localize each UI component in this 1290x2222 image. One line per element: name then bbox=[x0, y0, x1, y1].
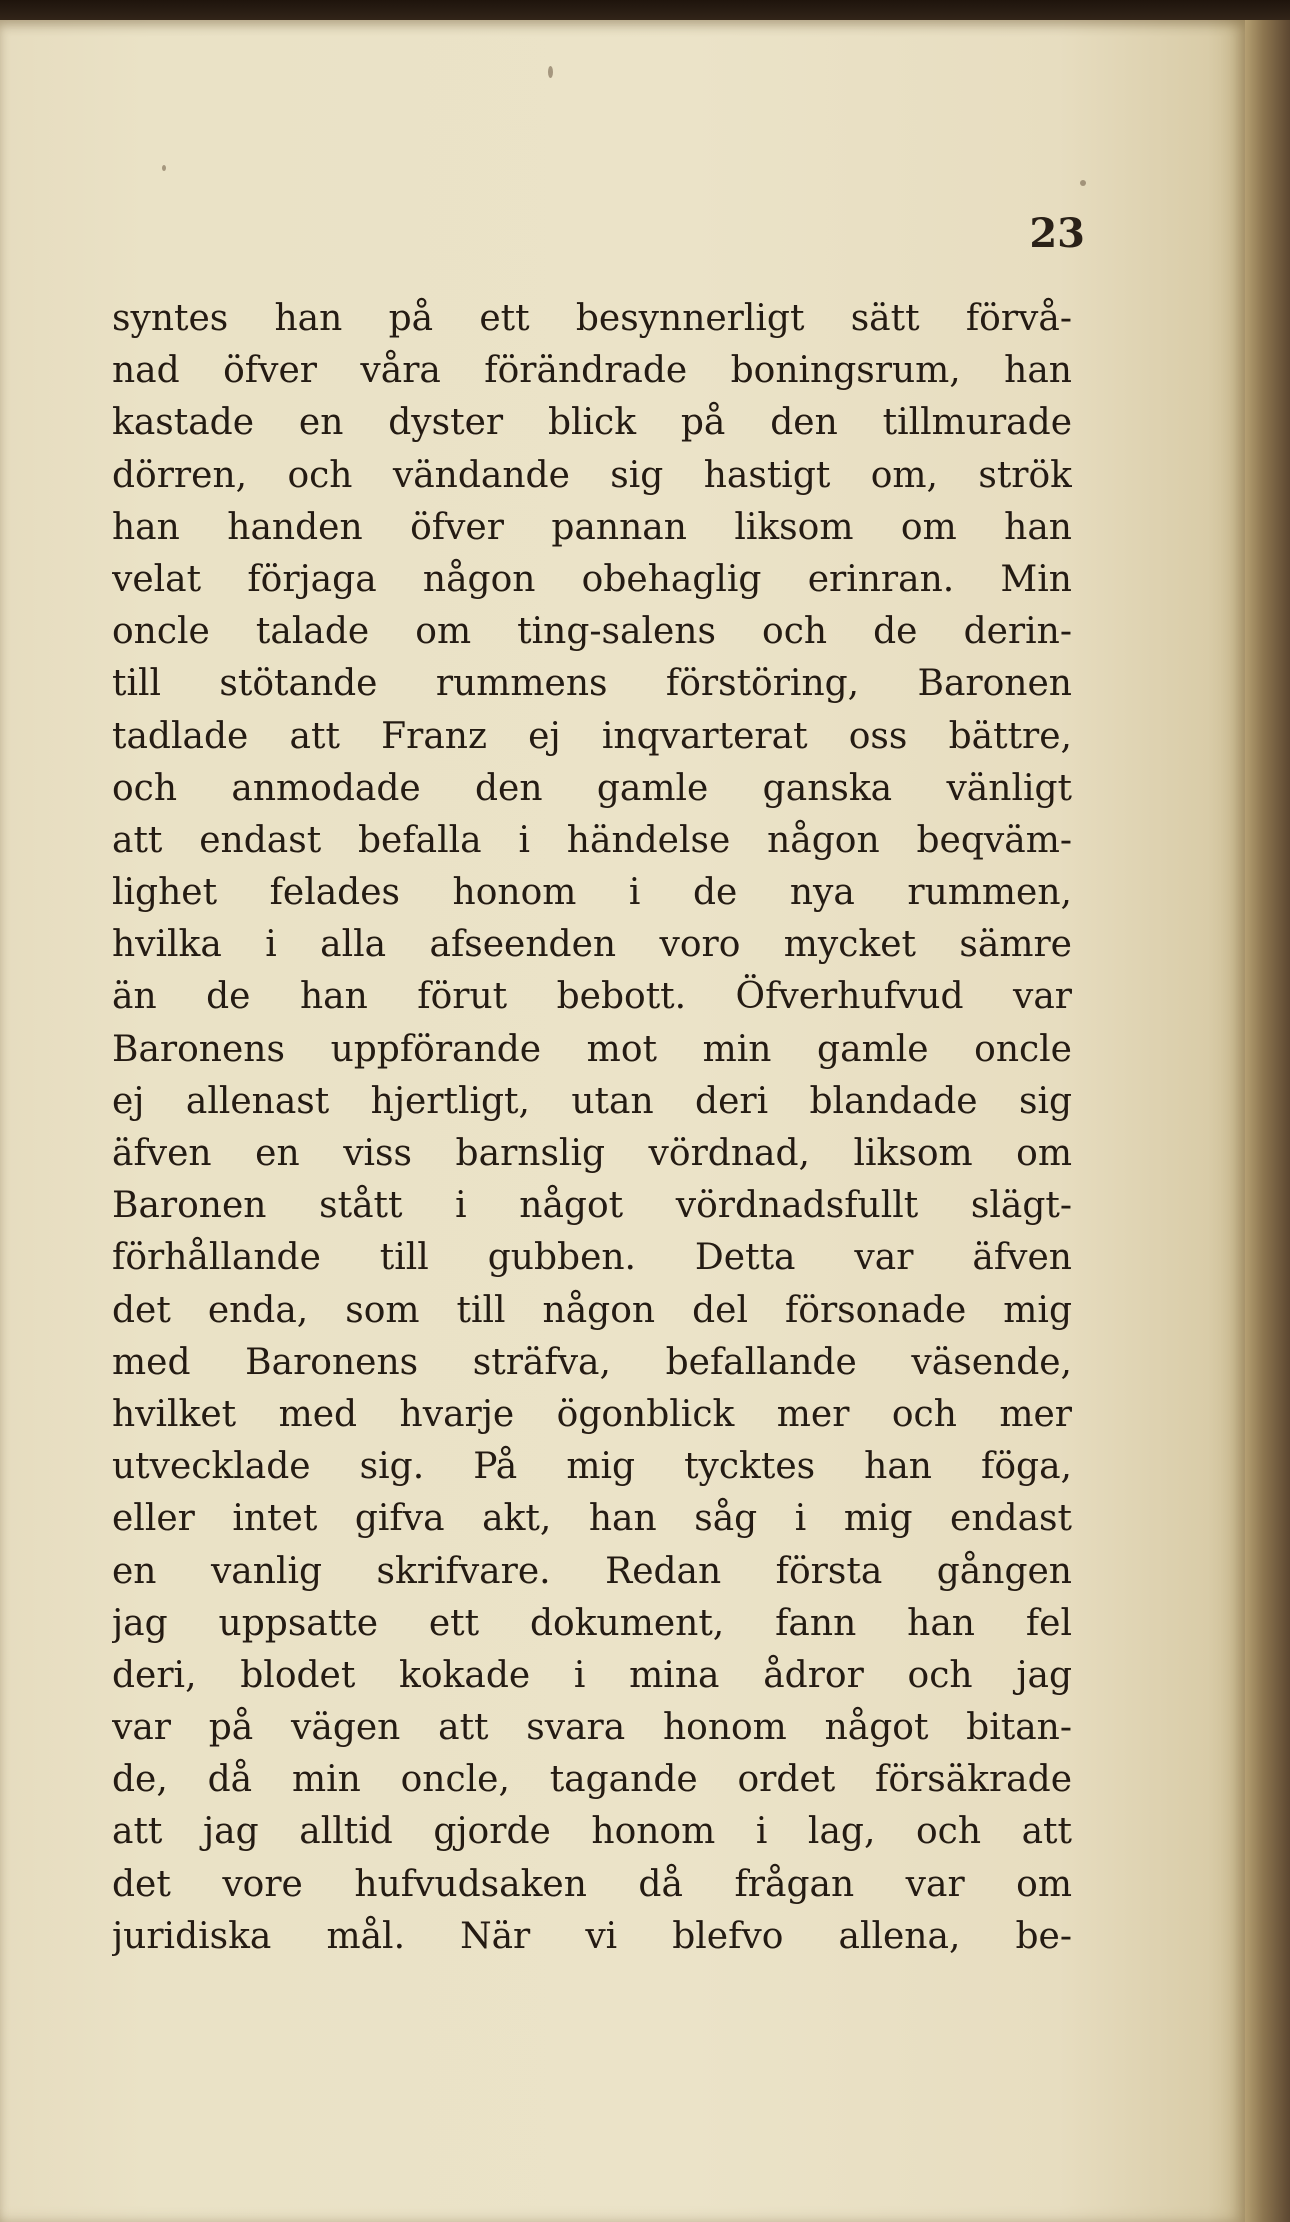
text-line: att endast befalla i händelse någon beqväm- bbox=[112, 819, 1072, 861]
text-line: nad öfver våra förändrade boningsrum, han bbox=[112, 350, 1072, 392]
text-line: ej allenast hjertligt, utan deri blandade sig bbox=[112, 1080, 1072, 1122]
text-line: oncle talade om ting-salens och de derin- bbox=[112, 611, 1072, 653]
text-line: Baronen stått i något vördnadsfullt slägt- bbox=[112, 1185, 1072, 1227]
book-spine-edge bbox=[1245, 20, 1290, 2222]
paper-speck bbox=[162, 165, 166, 171]
text-line: lighet felades honom i de nya rummen, bbox=[112, 872, 1072, 914]
text-line: dörren, och vändande sig hastigt om, strök bbox=[112, 454, 1072, 496]
text-line: deri, blodet kokade i mina ådror och jag bbox=[112, 1654, 1072, 1696]
text-line: det vore hufvudsaken då frågan var om bbox=[112, 1863, 1072, 1905]
paper-speck bbox=[548, 66, 553, 78]
text-line: kastade en dyster blick på den tillmurade bbox=[112, 402, 1072, 444]
text-line: att jag alltid gjorde honom i lag, och att bbox=[112, 1811, 1072, 1853]
text-line: hvilket med hvarje ögonblick mer och mer bbox=[112, 1393, 1072, 1435]
text-line: eller intet gifva akt, han såg i mig endast bbox=[112, 1498, 1072, 1540]
text-line: han handen öfver pannan liksom om han bbox=[112, 506, 1072, 548]
text-line: det enda, som till någon del försonade mig bbox=[112, 1289, 1072, 1331]
text-line: förhållande till gubben. Detta var äfven bbox=[112, 1237, 1072, 1279]
text-line: utvecklade sig. På mig tycktes han föga, bbox=[112, 1446, 1072, 1488]
page-number: 23 bbox=[1029, 210, 1085, 257]
text-line: var på vägen att svara honom något bitan- bbox=[112, 1707, 1072, 1749]
text-line: till stötande rummens förstöring, Baronen bbox=[112, 663, 1072, 705]
text-line: Baronens uppförande mot min gamle oncle bbox=[112, 1028, 1072, 1070]
text-line: och anmodade den gamle ganska vänligt bbox=[112, 767, 1072, 809]
body-text bbox=[112, 293, 1072, 1963]
text-line: än de han förut bebott. Öfverhufvud var bbox=[112, 976, 1072, 1018]
text-line: velat förjaga någon obehaglig erinran. Min bbox=[112, 558, 1072, 600]
text-line: jag uppsatte ett dokument, fann han fel bbox=[112, 1602, 1072, 1644]
text-line: äfven en viss barnslig vördnad, liksom om bbox=[112, 1133, 1072, 1174]
paper-speck bbox=[1080, 180, 1086, 186]
text-line: de, då min oncle, tagande ordet försäkrade bbox=[112, 1759, 1072, 1801]
text-line: en vanlig skrifvare. Redan första gången bbox=[112, 1550, 1072, 1592]
text-line: med Baronens sträfva, befallande väsende, bbox=[112, 1341, 1072, 1383]
text-line: syntes han på ett besynnerligt sätt förvå- bbox=[112, 298, 1072, 339]
text-line: hvilka i alla afseenden voro mycket sämre bbox=[112, 924, 1072, 966]
text-line: juridiska mål. När vi blefvo allena, be- bbox=[112, 1915, 1072, 1957]
text-line: tadlade att Franz ej inqvarterat oss bättre, bbox=[112, 715, 1072, 757]
